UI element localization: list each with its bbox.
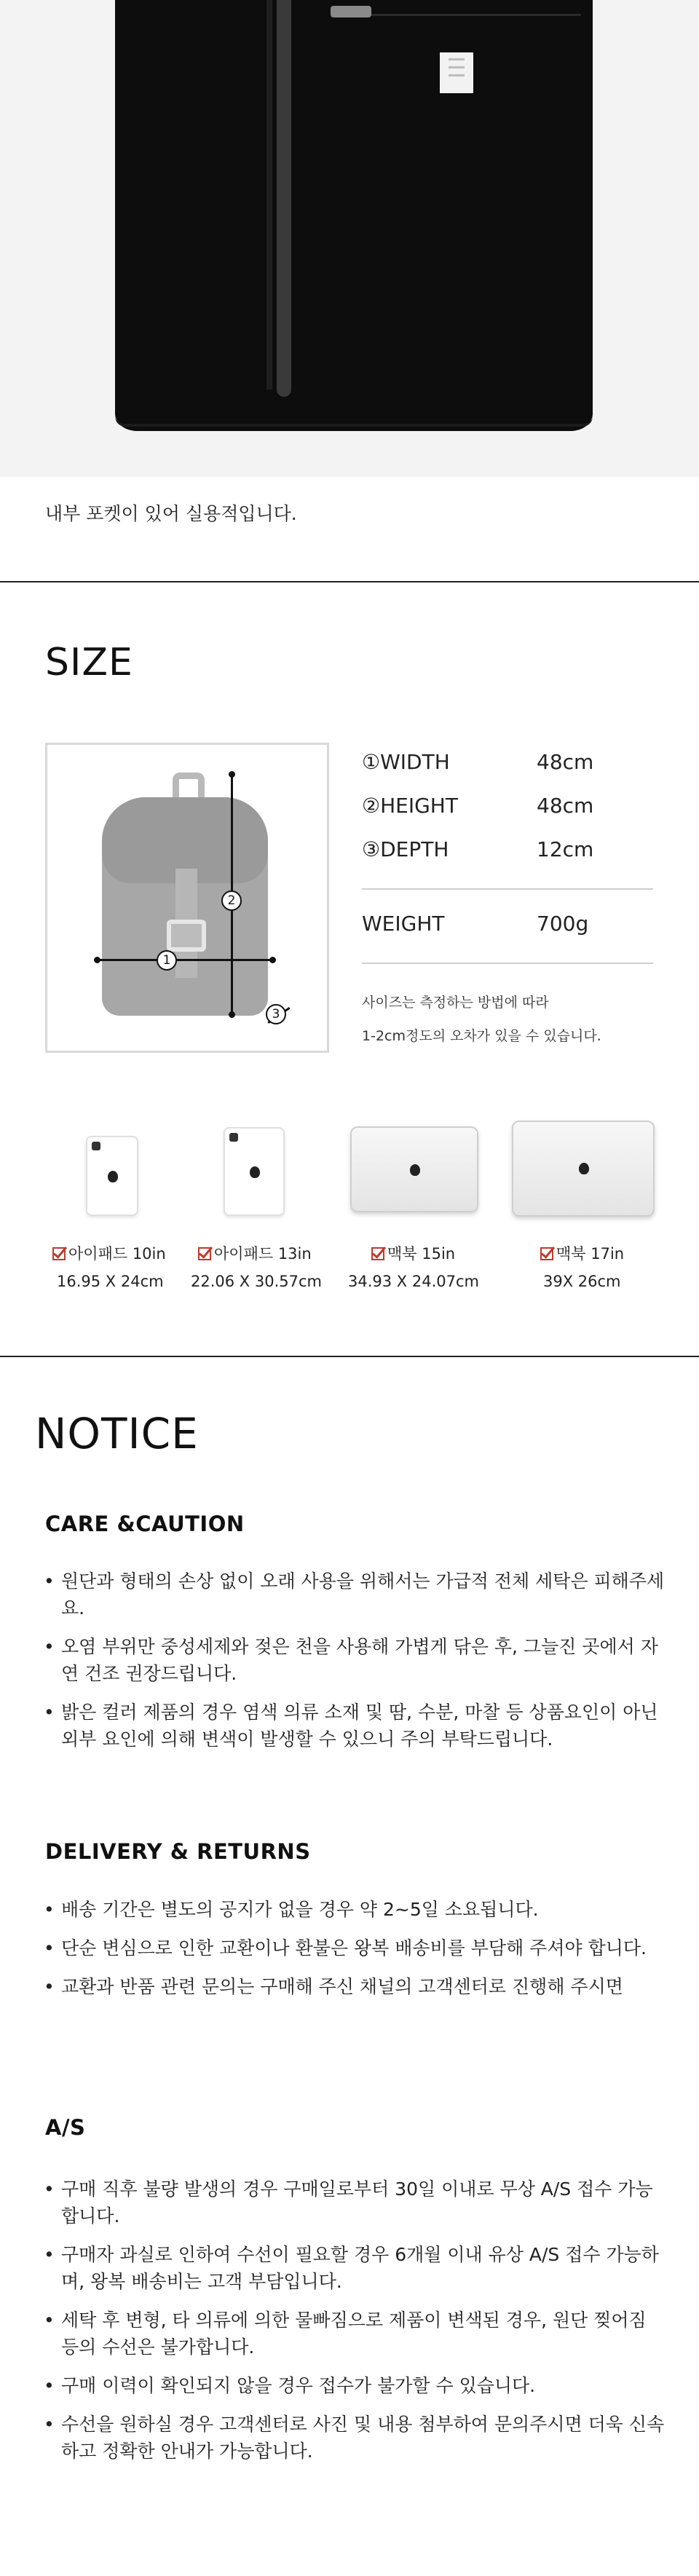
width-start-dot	[94, 957, 100, 963]
device-label: 맥북 15in	[371, 1242, 455, 1264]
size-title: SIZE	[45, 641, 133, 684]
device-dims: 34.93 X 24.07cm	[348, 1273, 479, 1290]
size-note-line1: 사이즈는 측정하는 방법에 따라	[362, 995, 549, 1011]
spec-label: ①WIDTH	[362, 750, 450, 774]
device-dims: 16.95 X 24cm	[57, 1273, 164, 1290]
height-marker: 2	[221, 890, 242, 911]
spec-divider	[362, 963, 653, 964]
device-label: 아이패드 13in	[198, 1242, 312, 1264]
section-divider	[0, 581, 699, 582]
width-line	[97, 959, 272, 961]
list-item: • 교환과 반품 관련 문의는 구매해 주신 채널의 고객센터로 진행해 주시면	[41, 1973, 667, 2000]
spec-label: ②HEIGHT	[362, 794, 458, 818]
photo-caption: 내부 포켓이 있어 실용적입니다.	[45, 503, 297, 524]
check-icon	[52, 1247, 66, 1260]
list-item: • 수선을 원하실 경우 고객센터로 사진 및 내용 첨부하여 문의주시면 더욱 신속하고 정확한 안내가 가능합니다.	[41, 2411, 667, 2465]
width-end-dot	[269, 957, 276, 963]
depth-marker: 3	[266, 1004, 286, 1024]
device-label: 아이패드 10in	[52, 1242, 166, 1264]
as-title: A/S	[45, 2115, 86, 2140]
as-list	[41, 2176, 667, 2465]
height-start-dot	[229, 771, 235, 778]
care-caution-list	[41, 1568, 667, 1753]
device-dims: 22.06 X 30.57cm	[191, 1273, 322, 1290]
notice-title: NOTICE	[35, 1409, 199, 1458]
bag-image	[115, 0, 593, 431]
device-label: 맥북 17in	[540, 1242, 624, 1264]
backpack-buckle	[167, 920, 206, 952]
bag-drawcord	[115, 416, 593, 427]
spec-value: 700g	[537, 912, 589, 936]
width-marker: 1	[157, 950, 177, 971]
list-item: • 오염 부위만 중성세제와 젖은 천을 사용해 가볍게 닦은 후, 그늘진 곳에서 자연 건조 권장드립니다.	[41, 1633, 667, 1687]
spec-label: WEIGHT	[362, 912, 445, 936]
list-item: • 세탁 후 변형, 타 의류에 의한 물빠짐으로 제품이 변색된 경우, 원단 찢어짐 등의 수선은 불가합니다.	[41, 2307, 667, 2360]
ipad-icon	[86, 1136, 138, 1216]
list-item: • 밝은 컬러 제품의 경우 염색 의류 소재 및 땀, 수분, 마찰 등 상품요인이 아닌 외부 요인에 의해 변색이 발생할 수 있으니 주의 부탁드립니다.	[41, 1699, 667, 1753]
list-item: • 구매 이력이 확인되지 않을 경우 접수가 불가할 수 있습니다.	[41, 2372, 667, 2399]
laptop-icon	[512, 1121, 655, 1217]
care-caution-title: CARE &CAUTION	[45, 1512, 245, 1536]
size-diagram	[45, 743, 329, 1053]
delivery-returns-list	[41, 1896, 667, 2000]
laptop-icon	[350, 1126, 478, 1212]
product-photo	[0, 0, 699, 477]
spec-divider	[362, 888, 653, 890]
check-icon	[540, 1247, 553, 1260]
check-icon	[198, 1247, 211, 1260]
bag-brand-label	[440, 52, 473, 93]
device-dims: 39X 26cm	[543, 1273, 621, 1290]
bag-zipper	[277, 0, 291, 397]
bag-side-seam	[266, 0, 272, 390]
spec-value: 12cm	[537, 837, 594, 861]
list-item: • 구매 직후 불량 발생의 경우 구매일로부터 30일 이내로 무상 A/S 접수 가능합니다.	[41, 2176, 667, 2229]
ipad-icon	[224, 1127, 285, 1216]
list-item: • 원단과 형태의 손상 없이 오래 사용을 위해서는 가급적 전체 세탁은 피해주세요.	[41, 1568, 667, 1621]
spec-label: ③DEPTH	[362, 837, 449, 861]
height-end-dot	[229, 1011, 235, 1018]
spec-value: 48cm	[537, 750, 594, 774]
bag-pocket-zipper-pull	[331, 6, 371, 17]
delivery-returns-title: DELIVERY & RETURNS	[45, 1839, 311, 1864]
section-divider	[0, 1356, 699, 1357]
list-item: • 단순 변심으로 인한 교환이나 환불은 왕복 배송비를 부담해 주셔야 합니다.	[41, 1935, 667, 1961]
list-item: • 배송 기간은 별도의 공지가 없을 경우 약 2~5일 소요됩니다.	[41, 1896, 667, 1923]
spec-value: 48cm	[537, 794, 594, 818]
list-item: • 구매자 과실로 인하여 수선이 필요할 경우 6개월 이내 유상 A/S 접수 가능하며, 왕복 배송비는 고객 부담입니다.	[41, 2241, 667, 2295]
check-icon	[371, 1247, 384, 1260]
size-note-line2: 1-2cm정도의 오차가 있을 수 있습니다.	[362, 1028, 601, 1044]
